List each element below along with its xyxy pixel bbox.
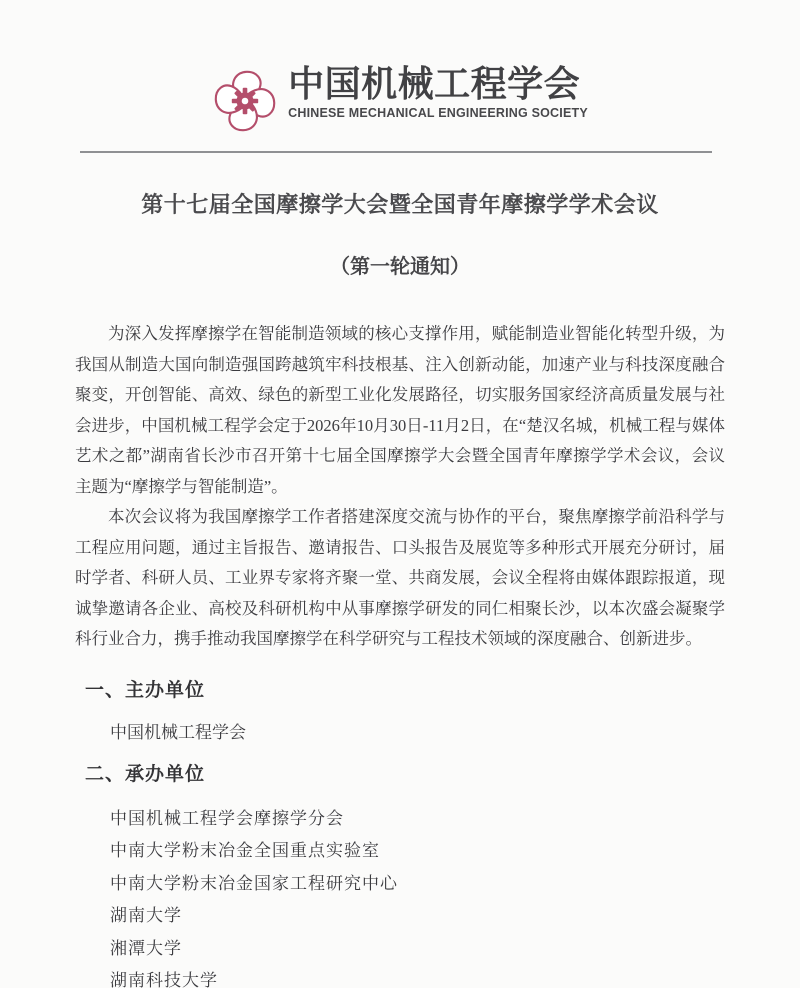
notice-body xyxy=(75,319,725,655)
document-title: 第十七届全国摩擦学大会暨全国青年摩擦学学术会议 xyxy=(141,192,659,217)
host-organization: 中国机械工程学会 xyxy=(110,723,246,742)
organizer-item: 湖南大学 xyxy=(110,906,182,926)
organizer-item: 湘潭大学 xyxy=(110,938,182,958)
paragraph-invitation: 本次会议将为我国摩擦学工作者搭建深度交流与协作的平台，聚焦摩擦学前沿科学与工程应用问题，通过主旨报告、邀请报告、口头报告及展览等多种形式开展充分研讨，届时学者、科研人员、工业界专家将齐聚一堂、共商发展，会议全程将由媒体跟踪报道，现诚挚邀请各企业、高校及科研机构中从事摩擦学研发的同仁相聚长沙，以本次盛会凝聚学科行业合力，携手推动我国摩擦学在科学研究与工程技术领域的深度融合、创新进步。 xyxy=(75,507,725,648)
society-name-cn: 中国机械工程学会 xyxy=(288,63,581,104)
section-heading-organizers: 二、承办单位 xyxy=(85,764,206,785)
flower-gear-emblem-icon xyxy=(212,68,278,134)
society-logo xyxy=(0,64,800,134)
organizer-item: 中南大学粉末冶金全国重点实验室 xyxy=(110,841,380,861)
society-name-en: CHINESE MECHANICAL ENGINEERING SOCIETY xyxy=(288,106,588,120)
organizer-item: 湖南科技大学 xyxy=(110,971,218,988)
organizer-item: 中国机械工程学会摩擦学分会 xyxy=(110,808,344,828)
header-divider xyxy=(80,151,712,153)
organizer-item: 中南大学粉末冶金国家工程研究中心 xyxy=(110,873,398,893)
paragraph-intro: 为深入发挥摩擦学在智能制造领域的核心支撑作用，赋能制造业智能化转型升级，为我国从制造大国向制造强国跨越筑牢科技根基、注入创新动能，加速产业与科技深度融合聚变，开创智能、高效、绿色的新型工业化发展路径，切实服务国家经济高质量发展与社会进步，中国机械工程学会定于2026年10月30日-11月2日，在“楚汉名城，机械工程与媒体艺术之都”湖南省长沙市召开第十七届全国摩擦学大会暨全国青年摩擦学学术会议，会议主题为“摩擦学与智能制造”。 xyxy=(75,324,725,496)
organizer-list xyxy=(110,800,398,988)
society-name-block xyxy=(288,64,588,121)
section-heading-host: 一、主办单位 xyxy=(85,680,206,701)
document-subtitle: （第一轮通知） xyxy=(330,256,470,278)
